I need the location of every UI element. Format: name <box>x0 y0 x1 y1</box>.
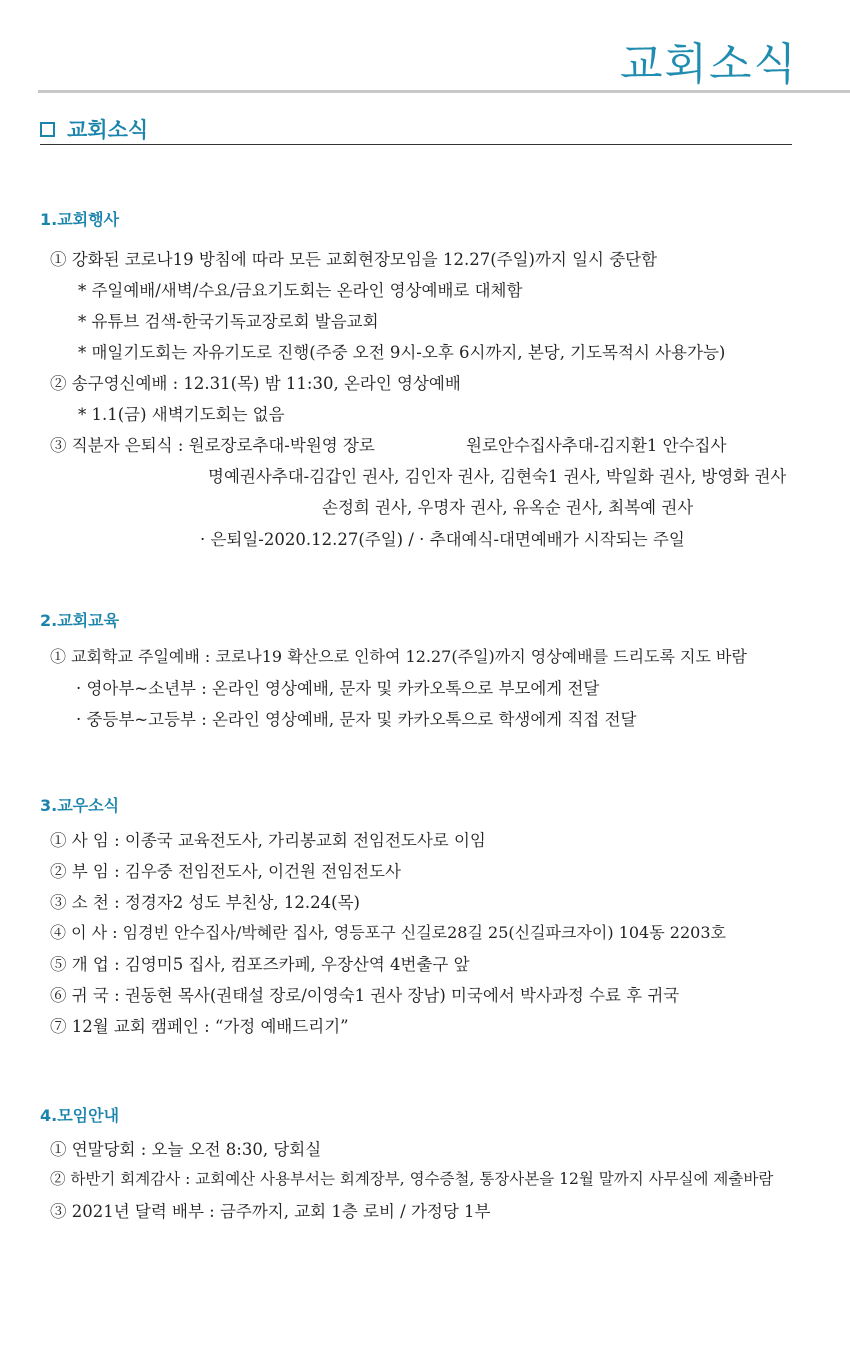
banner-divider <box>38 90 850 93</box>
list-item: ② 송구영신예배 : 12.31(목) 밤 11:30, 온라인 영상예배 <box>50 374 461 393</box>
list-item: ① 강화된 코로나19 방침에 따라 모든 교회현장모임을 12.27(주일)까지 일시 중단함 <box>50 250 658 269</box>
list-item: · 은퇴일-2020.12.27(주일) / · 추대예식-대면예배가 시작되는 주일 <box>200 530 685 549</box>
list-item: 명예권사추대-김갑인 권사, 김인자 권사, 김현숙1 권사, 박일화 권사, 방영화 권사 <box>208 467 787 486</box>
list-item: 손정희 권사, 우명자 권사, 유옥순 권사, 최복예 권사 <box>322 498 694 517</box>
square-bullet-icon <box>40 122 55 137</box>
list-item: · 중등부~고등부 : 온라인 영상예배, 문자 및 카카오톡으로 학생에게 직접 전달 <box>76 710 637 729</box>
list-item: · 영아부~소년부 : 온라인 영상예배, 문자 및 카카오톡으로 부모에게 전달 <box>76 679 600 698</box>
banner-title: 교회소식 <box>619 39 798 90</box>
list-item: 원로안수집사추대-김지환1 안수집사 <box>466 436 727 455</box>
list-item: * 주일예배/새벽/수요/금요기도회는 온라인 영상예배로 대체함 <box>78 281 523 300</box>
list-item: ⑥ 귀 국 : 권동현 목사(권태설 장로/이영숙1 권사 장남) 미국에서 박사과정 수료 후 귀국 <box>50 986 680 1005</box>
list-item: ③ 2021년 달력 배부 : 금주까지, 교회 1층 로비 / 가정당 1부 <box>50 1202 491 1221</box>
heading-underline <box>40 144 792 145</box>
list-item: * 1.1(금) 새벽기도회는 없음 <box>78 405 285 424</box>
section-title: 1.교회행사 <box>40 210 120 229</box>
section-title: 4.모임안내 <box>40 1106 120 1125</box>
list-item: ② 하반기 회계감사 : 교회예산 사용부서는 회계장부, 영수증철, 통장사본을 12월 말까지 사무실에 제출바람 <box>50 1170 774 1188</box>
list-item: ⑤ 개 업 : 김영미5 집사, 컴포즈카페, 우장산역 4번출구 앞 <box>50 955 470 974</box>
list-item: ① 사 임 : 이종국 교육전도사, 가리봉교회 전임전도사로 이임 <box>50 831 486 850</box>
section-title: 3.교우소식 <box>40 796 120 815</box>
list-item: ① 연말당회 : 오늘 오전 8:30, 당회실 <box>50 1140 322 1159</box>
list-item: * 매일기도회는 자유기도로 진행(주중 오전 9시-오후 6시까지, 본당, 기도목적시 사용가능) <box>78 343 726 362</box>
list-item: ⑦ 12월 교회 캠페인 : “가정 예배드리기” <box>50 1017 349 1036</box>
list-item: ③ 소 천 : 정경자2 성도 부친상, 12.24(목) <box>50 893 360 912</box>
page-title: 교회소식 <box>67 118 149 142</box>
list-item: ③ 직분자 은퇴식 : 원로장로추대-박원영 장로 <box>50 436 375 455</box>
page-heading <box>40 114 148 144</box>
list-item: ② 부 임 : 김우중 전임전도사, 이건원 전임전도사 <box>50 862 401 881</box>
list-item: * 유튜브 검색-한국기독교장로회 발음교회 <box>78 312 379 331</box>
list-item: ④ 이 사 : 임경빈 안수집사/박혜란 집사, 영등포구 신길로28길 25(신길파크자이) 104동 2203호 <box>50 923 726 942</box>
list-item: ① 교회학교 주일예배 : 코로나19 확산으로 인하여 12.27(주일)까지 영상예배를 드리도록 지도 바람 <box>50 647 747 666</box>
section-title: 2.교회교육 <box>40 611 120 630</box>
